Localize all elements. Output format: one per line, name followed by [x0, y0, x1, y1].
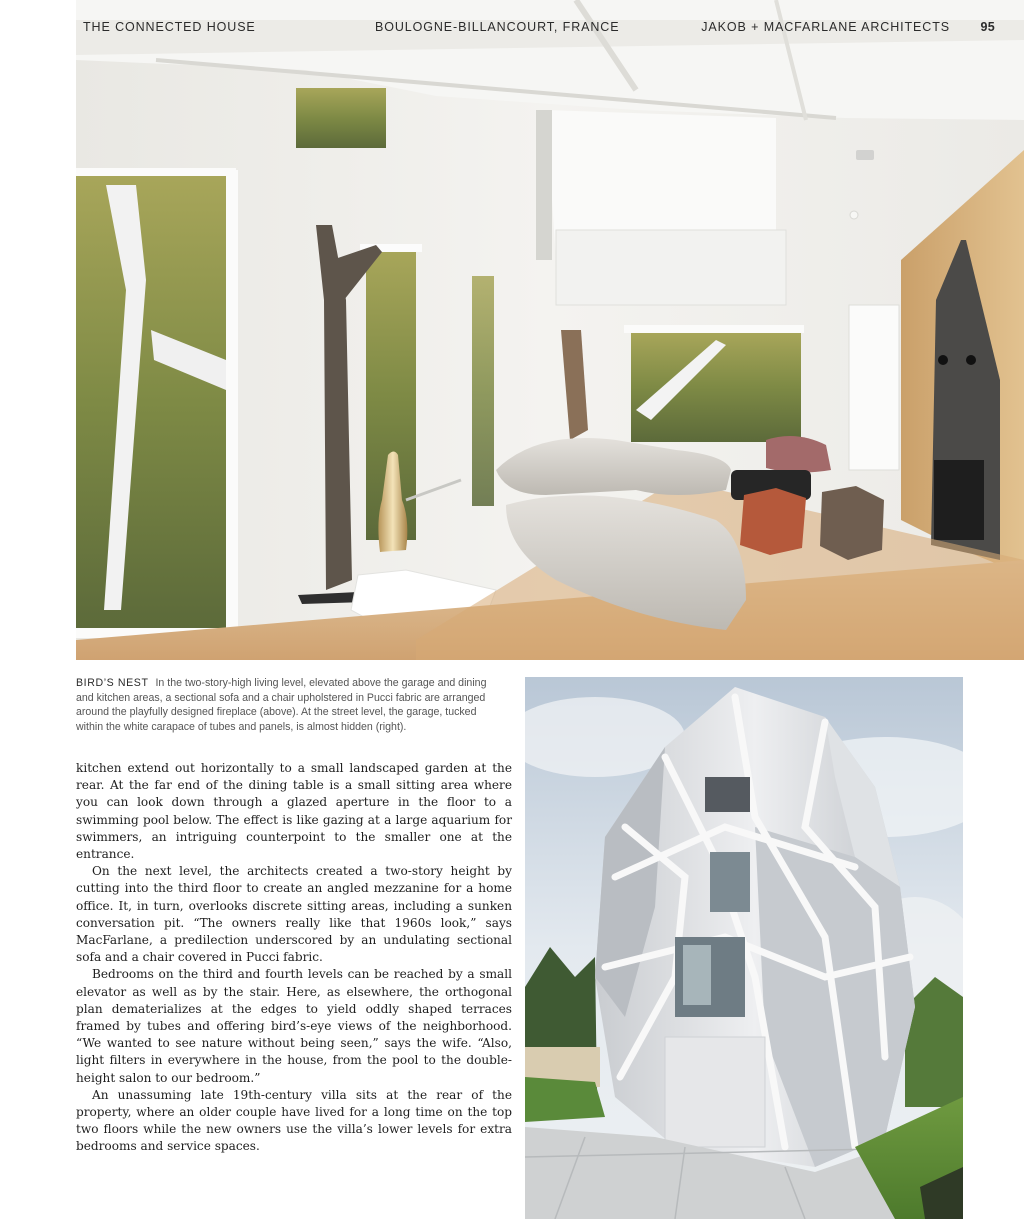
living-room-illustration	[76, 0, 1024, 660]
running-head	[76, 20, 1024, 38]
photo-caption	[76, 676, 494, 734]
body-paragraph: Bedrooms on the third and fourth levels can be reached by a small elevator as well as by the stair. Here, as elsewhere, the orthogonal plan dematerializes at the edges to yield oddly shaped terraces framed by tubes and offering bird’s-eye views of the neighborhood. “We wanted to see nature without being seen,” says the wife. “Also, light filters in everywhere in the house, from the pool to the double-height salon to our bedroom.”	[76, 967, 512, 1085]
caption-text: In the two-story-high living level, elevated above the garage and dining and kitchen areas, a sectional sofa and a chair upholstered in Pucci fabric are arranged around the playfully designed fireplace (above). At the street level, the garage, tucked within the white carapace of tubes and panels, is almost hidden (right).	[76, 677, 487, 733]
caption-heading: BIRD’S NEST	[76, 677, 149, 689]
running-head-architects: JAKOB + MACFARLANE ARCHITECTS	[701, 20, 950, 34]
page-number: 95	[980, 20, 995, 34]
exterior-illustration	[525, 677, 963, 1219]
running-head-section: THE CONNECTED HOUSE	[83, 20, 256, 34]
body-paragraph: On the next level, the architects created a two-story height by cutting into the third floor to create an angled mezzanine for a home office. It, in turn, overlooks discrete sitting areas, including a sunken conversation pit. “The owners really like that 1960s look,” says MacFarlane, a predilection underscored by an undulating sectional sofa and a chair covered in Pucci fabric.	[76, 864, 512, 965]
article-body	[76, 760, 512, 1156]
exterior-photo	[525, 677, 963, 1219]
running-head-location: BOULOGNE-BILLANCOURT, FRANCE	[375, 20, 620, 34]
body-paragraph: kitchen extend out horizontally to a small landscaped garden at the rear. At the far end of the dining table is a small sitting area where you can look down through a glazed aperture in the floor to a swimming pool below. The effect is like gazing at a large aquarium for swimmers, an intriguing counterpoint to the smaller one at the entrance.	[76, 761, 512, 862]
living-room-photo	[76, 0, 1024, 660]
body-paragraph: An unassuming late 19th-century villa sits at the rear of the property, where an older couple have lived for a long time on the top two floors while the new owners use the villa’s lower levels for extra bedrooms and service spaces.	[76, 1087, 512, 1154]
